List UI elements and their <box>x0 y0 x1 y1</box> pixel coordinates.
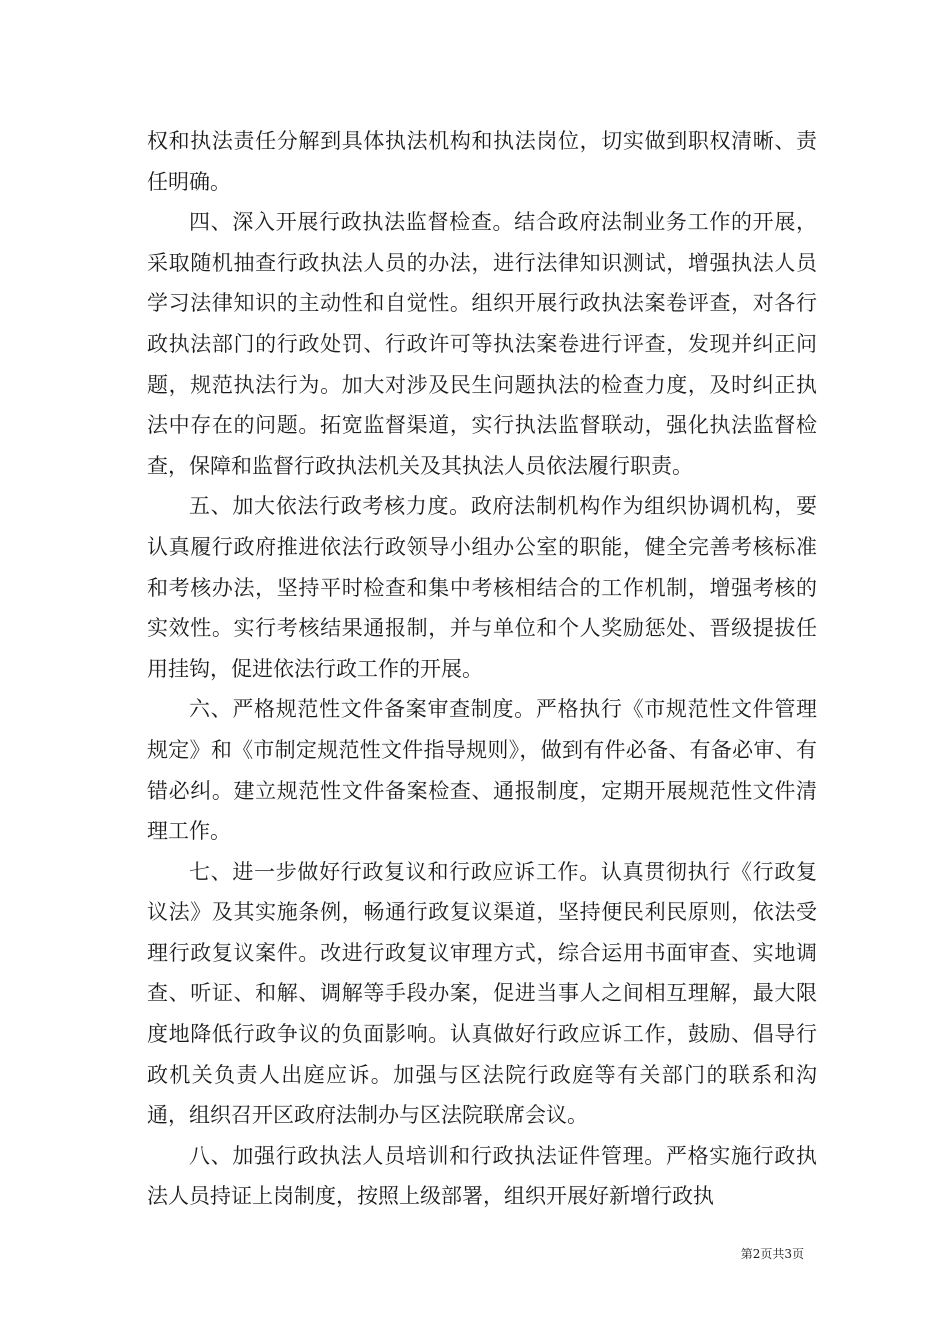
paragraph-continuation: 权和执法责任分解到具体执法机构和执法岗位，切实做到职权清晰、责任明确。 <box>147 129 817 194</box>
paragraph-section-8: 八、加强行政执法人员培训和行政执法证件管理。严格实施行政执法人员持证上岗制度，按照上级部署，组织开展好新增行政执 <box>147 1143 817 1209</box>
paragraph-section-5: 五、加大依法行政考核力度。政府法制机构作为组织协调机构，要认真履行政府推进依法行政领导小组办公室的职能，健全完善考核标准和考核办法，坚持平时检查和集中考核相结合的工作机制，增强考核的实效性。实行考核结果通报制，并与单位和个人奖励惩处、晋级提拔任用挂钩，促进依法行政工作的开展。 <box>147 494 817 681</box>
paragraph-section-7: 七、进一步做好行政复议和行政应诉工作。认真贯彻执行《行政复议法》及其实施条例，畅通行政复议渠道，坚持便民利民原则，依法受理行政复议案件。改进行政复议审理方式，综合运用书面审查、实地调查、听证、和解、调解等手段办案，促进当事人之间相互理解，最大限度地降低行政争议的负面影响。认真做好行政应诉工作，鼓励、倡导行政机关负责人出庭应诉。加强与区法院行政庭等有关部门的联系和沟通，组织召开区政府法制办与区法院联席会议。 <box>147 859 817 1128</box>
paragraph-section-6: 六、严格规范性文件备案审查制度。严格执行《市规范性文件管理规定》和《市制定规范性文件指导规则》，做到有件必备、有备必审、有错必纠。建立规范性文件备案检查、通报制度，定期开展规范性文件清理工作。 <box>147 697 817 844</box>
paragraph-section-4: 四、深入开展行政执法监督检查。结合政府法制业务工作的开展，采取随机抽查行政执法人员的办法，进行法律知识测试，增强执法人员学习法律知识的主动性和自觉性。组织开展行政执法案卷评查，对各行政执法部门的行政处罚、行政许可等执法案卷进行评查，发现并纠正问题，规范执法行为。加大对涉及民生问题执法的检查力度，及时纠正执法中存在的问题。拓宽监督渠道，实行执法监督联动，强化执法监督检查，保障和监督行政执法机关及其执法人员依法履行职责。 <box>147 210 817 478</box>
document-body <box>147 121 817 1217</box>
page-number: 第2页共3页 <box>740 1247 804 1261</box>
